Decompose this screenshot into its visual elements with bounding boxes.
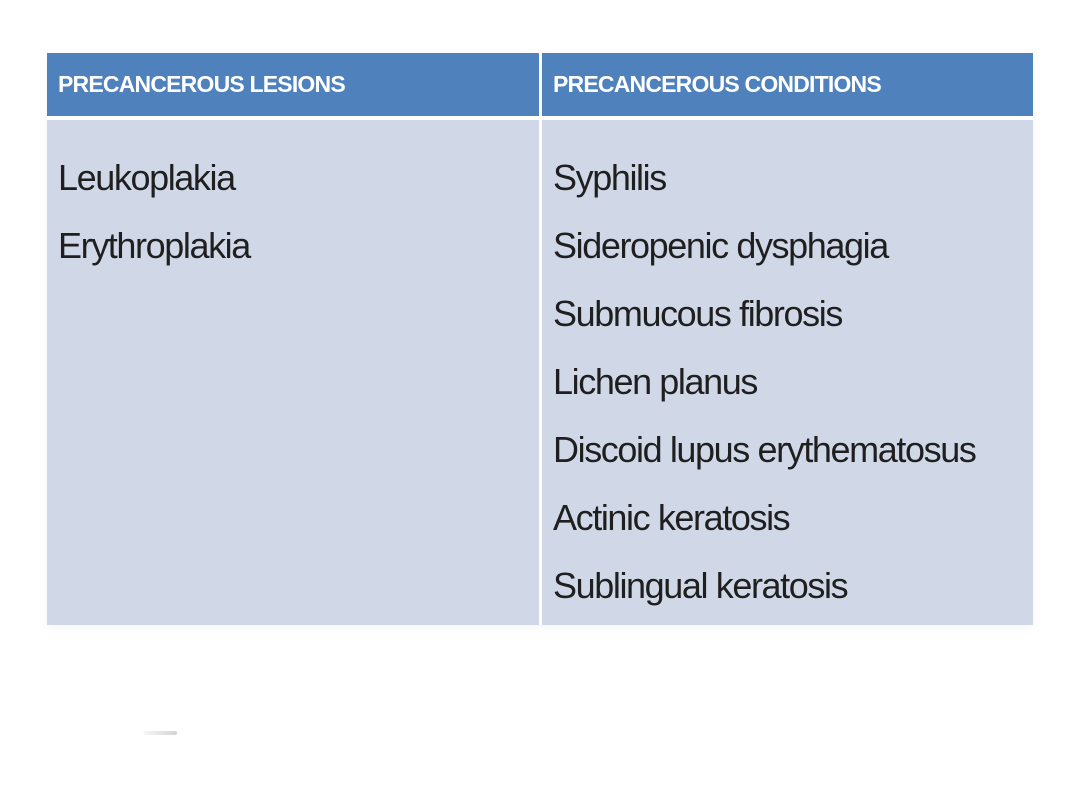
condition-item: Discoid lupus erythematosus bbox=[553, 429, 976, 470]
precancerous-table bbox=[47, 53, 1033, 625]
lesions-cell bbox=[47, 120, 539, 625]
lesions-list bbox=[58, 144, 539, 280]
condition-item: Syphilis bbox=[553, 157, 666, 198]
lesion-item: Leukoplakia bbox=[58, 157, 235, 198]
conditions-list bbox=[553, 144, 1033, 620]
header-lesions: PRECANCEROUS LESIONS bbox=[47, 53, 539, 116]
decorative-mark bbox=[143, 731, 177, 735]
condition-item: Sublingual keratosis bbox=[553, 565, 848, 606]
condition-item: Submucous fibrosis bbox=[553, 293, 842, 334]
conditions-cell bbox=[542, 120, 1033, 625]
condition-item: Sideropenic dysphagia bbox=[553, 225, 888, 266]
header-conditions: PRECANCEROUS CONDITIONS bbox=[542, 53, 1033, 116]
condition-item: Actinic keratosis bbox=[553, 497, 790, 538]
condition-item: Lichen planus bbox=[553, 361, 757, 402]
lesion-item: Erythroplakia bbox=[58, 225, 250, 266]
